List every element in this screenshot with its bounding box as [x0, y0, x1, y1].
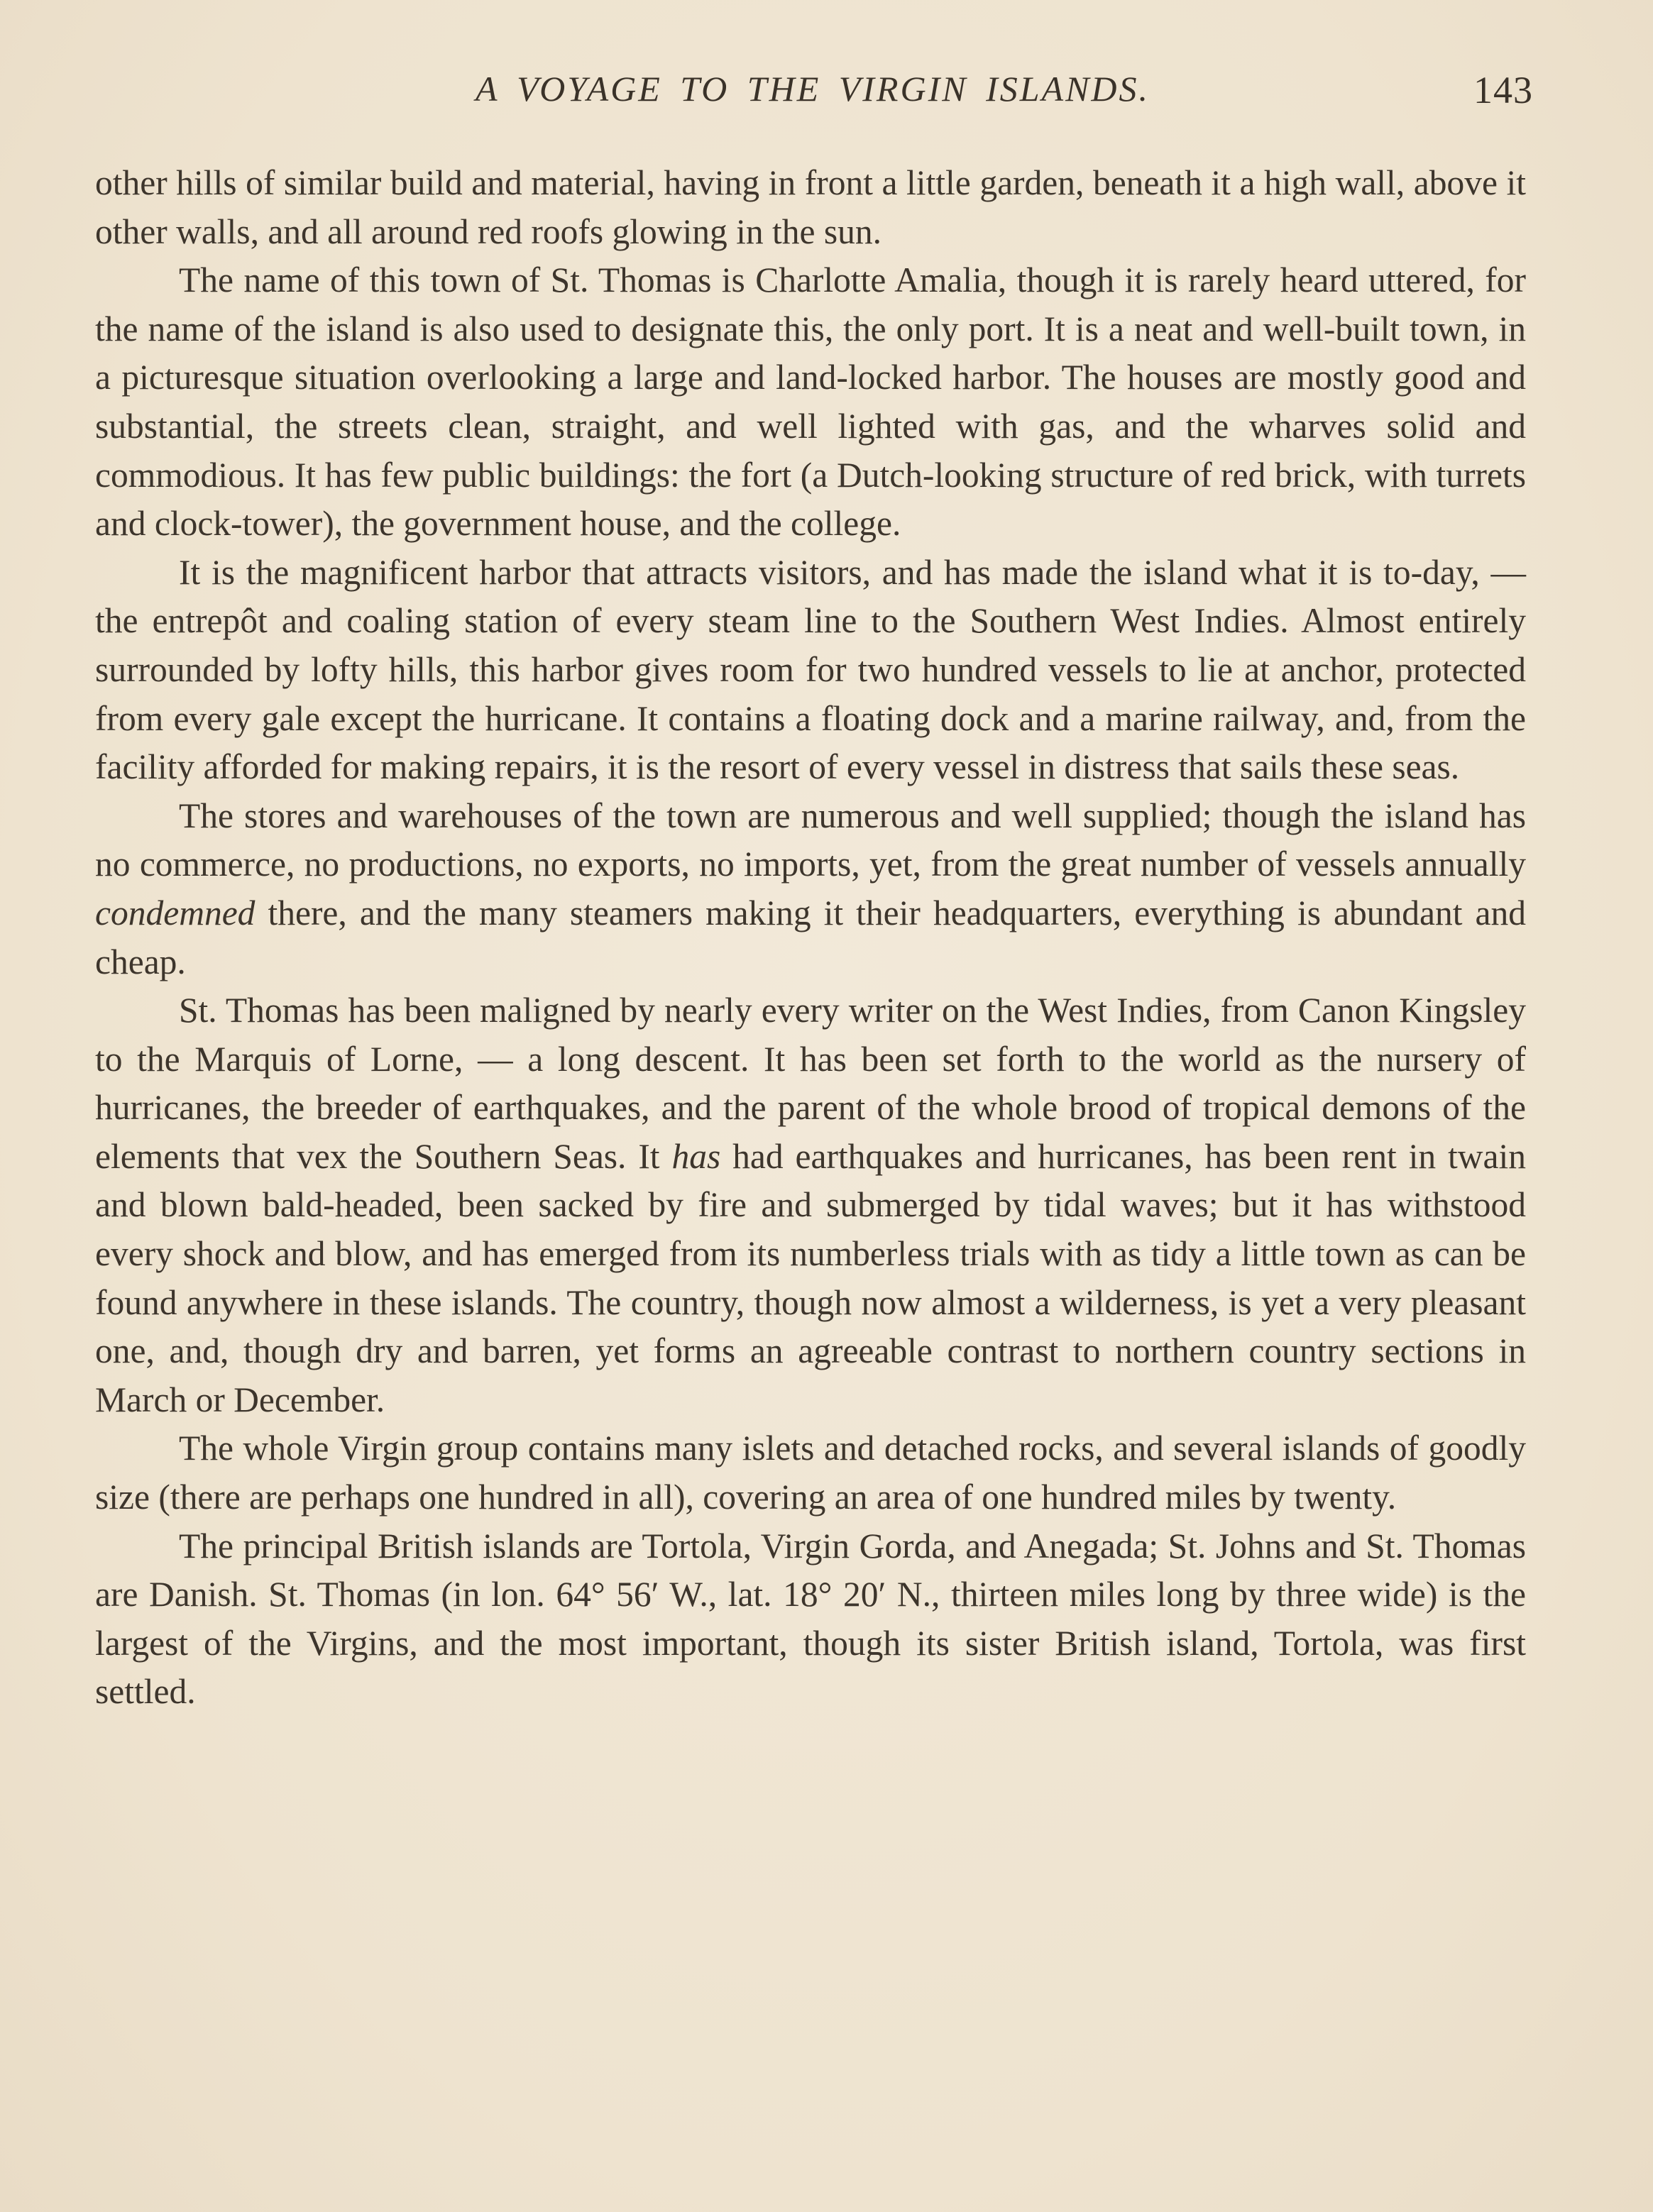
- page-number: 143: [1473, 69, 1533, 111]
- body-text: [95, 159, 1526, 1717]
- paragraph: [95, 256, 1526, 549]
- paragraph: [95, 549, 1526, 792]
- italic-text: has: [671, 1136, 721, 1176]
- text-run: The stores and warehouses of the town are numerous and well supplied; though the island has no commerce, no productions, no exports, no imports, yet, from the great number of vessels annually: [95, 796, 1526, 884]
- text-run: there, and the many steamers making it their headquarters, everything is abundant and cheap.: [95, 893, 1526, 981]
- text-run: St. Thomas has been maligned by nearly every writer on the West Indies, from Canon Kingsley to the Marquis of Lorne, — a long descent. It has been set forth to the world as the nursery of hurricanes, the breeder of earthquakes, and the parent of the whole brood of tropical demons of the elements that vex the Southern Seas. It: [95, 991, 1526, 1176]
- running-head: [92, 68, 1533, 118]
- text-run: other hills of similar build and material, having in front a little garden, beneath it a high wall, above it other walls, and all around red roofs glowing in the sun.: [95, 163, 1526, 251]
- italic-text: condemned: [95, 893, 256, 932]
- paragraph: [95, 159, 1526, 256]
- running-title: A VOYAGE TO THE VIRGIN ISLANDS.: [475, 69, 1150, 109]
- text-run: The name of this town of St. Thomas is Charlotte Amalia, though it is rarely heard uttered, for the name of the island is also used to designate this, the only port. It is a neat and well-built town, in a picturesque situation overlooking a large and land-locked harbor. The houses are mostly good and substantial, the streets clean, straight, and well lighted with gas, and the wharves solid and commodious. It has few public buildings: the fort (a Dutch-looking structure of red brick, with turrets and clock-tower), the government house, and the college.: [95, 260, 1526, 544]
- paragraph: [95, 1522, 1526, 1717]
- text-run: The principal British islands are Tortola, Virgin Gorda, and Anegada; St. Johns and St. Thomas are Danish. St. Thomas (in lon. 64° 56′ W., lat. 18° 20′ N., thirteen miles long by three wide) is the largest of the Virgins, and the most important, though its sister British island, Tortola, was first settled.: [95, 1526, 1526, 1712]
- paragraph: [95, 986, 1526, 1424]
- text-run: The whole Virgin group contains many islets and detached rocks, and several islands of goodly size (there are perhaps one hundred in all), covering an area of one hundred miles by twenty.: [95, 1429, 1526, 1517]
- paragraph: [95, 792, 1526, 986]
- text-run: It is the magnificent harbor that attracts visitors, and has made the island what it is to-day, — the entrepôt and coaling station of every steam line to the Southern West Indies. Almost entirely surrounded by lofty hills, this harbor gives room for two hundred vessels to lie at anchor, protected from every gale except the hurricane. It contains a floating dock and a marine railway, and, from the facility afforded for making repairs, it is the resort of every vessel in distress that sails these seas.: [95, 552, 1526, 787]
- text-run: had earthquakes and hurricanes, has been rent in twain and blown bald-headed, been sacked by fire and submerged by tidal waves; but it has withstood every shock and blow, and has emerged from its numberless trials with as tidy a little town as can be found anywhere in these islands. The country, though now almost a wilderness, is yet a very pleasant one, and, though dry and barren, yet forms an agreeable contrast to northern country sections in March or December.: [95, 1136, 1527, 1419]
- paragraph: [95, 1424, 1526, 1522]
